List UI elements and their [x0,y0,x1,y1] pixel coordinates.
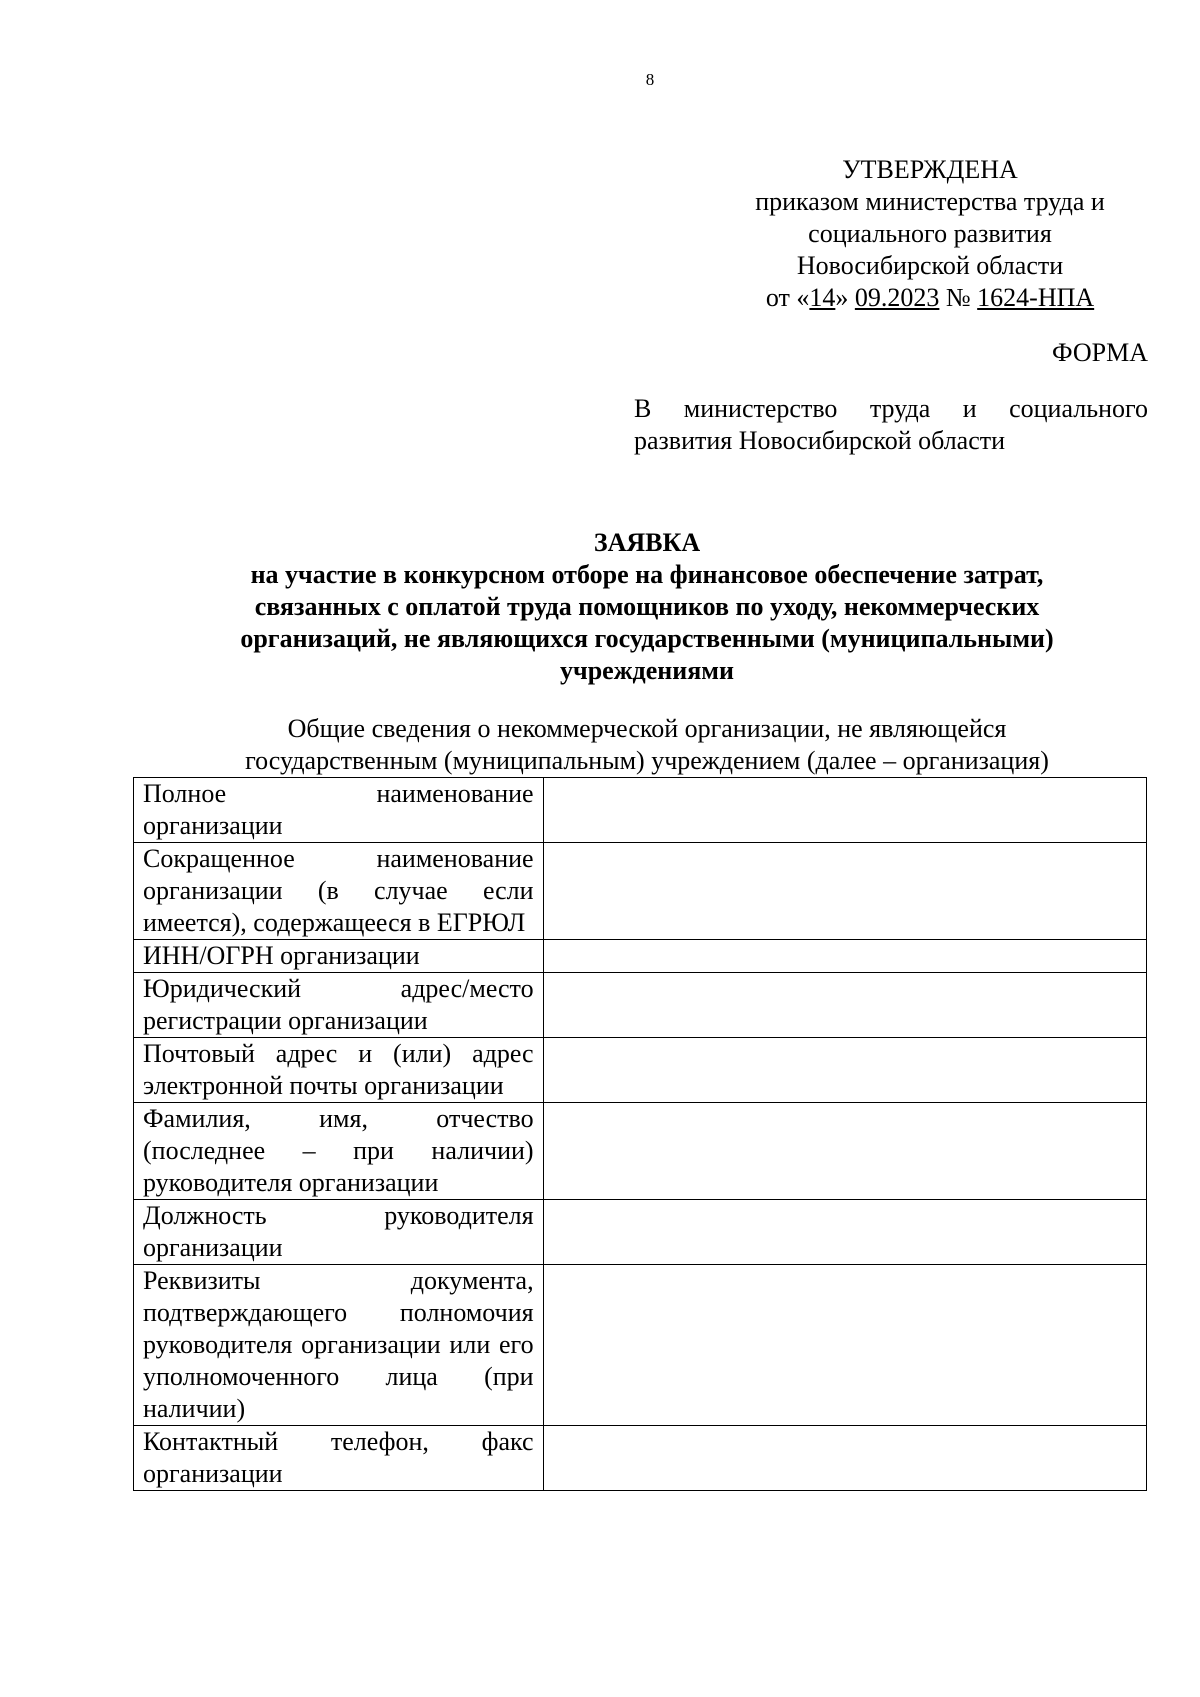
row-label: ИНН/ОГРН организации [134,940,544,973]
document-title-block [134,527,1160,687]
order-number: 1624-НПА [977,283,1095,312]
document-subtitle-line: учреждениями [560,656,734,685]
row-label: Полное наименование организации [134,778,544,843]
table-row [134,778,1147,843]
number-prefix: № [939,283,978,312]
section-heading [134,713,1160,777]
row-value-field[interactable] [543,1103,1146,1200]
date-prefix: от « [765,283,810,312]
section-heading-line: Общие сведения о некоммерческой организации, не являющейся [287,714,1007,743]
document-title: ЗАЯВКА [593,528,701,557]
date-day: 14 [809,283,836,312]
table-row [134,1038,1147,1103]
row-value-field[interactable] [543,778,1146,843]
row-label: Почтовый адрес и (или) адрес электронной почты организации [134,1038,544,1103]
approval-line: Новосибирской области [796,251,1064,280]
row-value-field[interactable] [543,1038,1146,1103]
table-row [134,1200,1147,1265]
approval-line: социального развития [808,219,1052,248]
document-subtitle-line: на участие в конкурсном отборе на финансовое обеспечение затрат, [250,560,1044,589]
date-month-year: 09.2023 [854,283,940,312]
row-label: Фамилия, имя, отчество (последнее – при наличии) руководителя организации [134,1103,544,1200]
organization-info-table [133,777,1147,1491]
table-row [134,1426,1147,1491]
row-label: Реквизиты документа, подтверждающего полномочия руководителя организации или его уполномоченного лица (при наличии) [134,1265,544,1426]
date-mid: » [835,283,855,312]
table-row [134,973,1147,1038]
row-value-field[interactable] [543,843,1146,940]
section-heading-line: государственным (муниципальным) учреждением (далее – организация) [245,746,1049,775]
approval-line: приказом министерства труда и [755,187,1105,216]
row-label: Сокращенное наименование организации (в случае если имеется), содержащееся в ЕГРЮЛ [134,843,544,940]
page-number: 8 [645,70,655,89]
row-value-field[interactable] [543,1426,1146,1491]
row-label: Должность руководителя организации [134,1200,544,1265]
row-value-field[interactable] [543,973,1146,1038]
row-label: Юридический адрес/место регистрации организации [134,973,544,1038]
approval-date-number [700,282,1160,314]
addressee: В министерство труда и социального развития Новосибирской области [634,394,1148,455]
row-label: Контактный телефон, факс организации [134,1426,544,1491]
table-row [134,940,1147,973]
document-subtitle-line: связанных с оплатой труда помощников по уходу, некоммерческих [254,592,1040,621]
table-row [134,843,1147,940]
row-value-field[interactable] [543,940,1146,973]
document-subtitle-line: организаций, не являющихся государственными (муниципальными) [240,624,1054,653]
approval-title: УТВЕРЖДЕНА [842,155,1018,184]
table-row [134,1103,1147,1200]
approval-stamp-block [700,154,1160,314]
form-label: ФОРМА [1052,338,1148,367]
row-value-field[interactable] [543,1265,1146,1426]
row-value-field[interactable] [543,1200,1146,1265]
table-row [134,1265,1147,1426]
